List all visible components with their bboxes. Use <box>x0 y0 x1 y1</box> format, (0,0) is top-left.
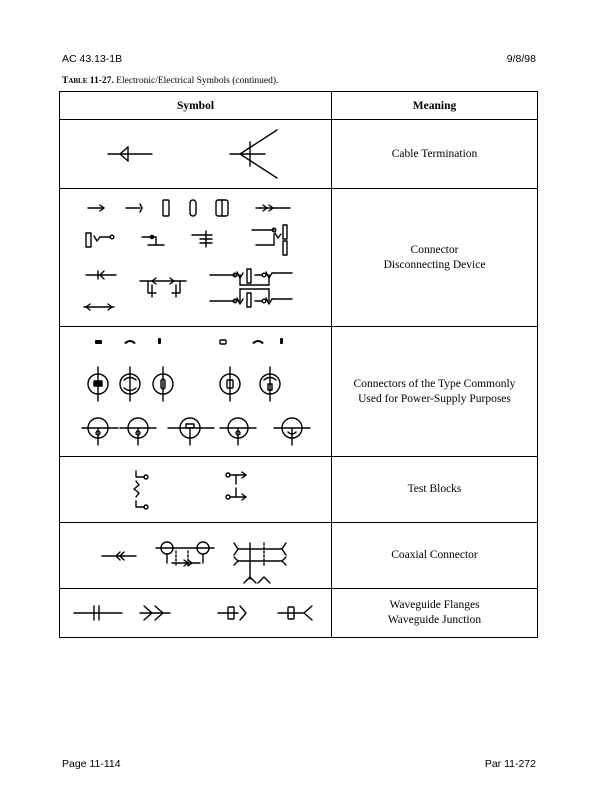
symbol-cell-connector <box>60 189 332 327</box>
meaning-test-blocks <box>332 457 538 523</box>
symbol-cell-power-supply-connectors <box>60 327 332 457</box>
power-supply-connector-symbols <box>60 327 331 456</box>
meaning-connector <box>332 189 538 327</box>
symbol-cell-cable-termination <box>60 120 332 189</box>
column-header-meaning: Meaning <box>332 92 538 120</box>
cable-termination-symbols <box>60 120 331 188</box>
table-row-connector <box>60 189 538 327</box>
meaning-line: Used for Power-Supply Purposes <box>358 392 511 405</box>
coaxial-connector-symbols <box>60 523 331 588</box>
meaning-line: Connectors of the Type Commonly <box>353 377 516 390</box>
table-row-power-supply-connectors <box>60 327 538 457</box>
meaning-coaxial-connector <box>332 523 538 589</box>
table-row-cable-termination <box>60 120 538 189</box>
column-header-symbol: Symbol <box>60 92 332 120</box>
meaning-line: Waveguide Junction <box>387 614 482 626</box>
table-row-coaxial-connector <box>60 523 538 589</box>
table-row-waveguide <box>60 589 538 638</box>
meaning-line: Connector <box>410 243 459 256</box>
table-header-row <box>60 92 538 120</box>
waveguide-symbols <box>60 589 331 637</box>
meaning-cable-termination <box>332 120 538 189</box>
table-caption-text: Electronic/Electrical Symbols (continued). <box>116 76 279 86</box>
meaning-line: Cable Termination <box>391 147 478 160</box>
meaning-waveguide <box>332 589 538 638</box>
meaning-power-supply-connectors <box>332 327 538 457</box>
meaning-line: Waveguide Flanges <box>389 599 480 611</box>
symbol-cell-waveguide <box>60 589 332 638</box>
table-caption <box>62 76 278 86</box>
symbol-cell-coaxial-connector <box>60 523 332 589</box>
meaning-line: Coaxial Connector <box>391 549 478 561</box>
page-number: Page 11-114 <box>62 758 121 770</box>
meaning-line: Disconnecting Device <box>383 258 486 271</box>
connector-symbols <box>60 189 331 326</box>
paragraph-reference: Par 11-272 <box>484 758 536 770</box>
table-caption-label: Table 11-27. <box>62 76 114 86</box>
symbol-cell-test-blocks <box>60 457 332 523</box>
table-row-test-blocks <box>60 457 538 523</box>
test-block-symbols <box>60 457 331 522</box>
running-header-doc-number: AC 43.13-1B <box>62 53 123 65</box>
meaning-line: Test Blocks <box>407 483 462 495</box>
symbols-table <box>59 91 538 638</box>
running-header-date: 9/8/98 <box>506 53 536 65</box>
